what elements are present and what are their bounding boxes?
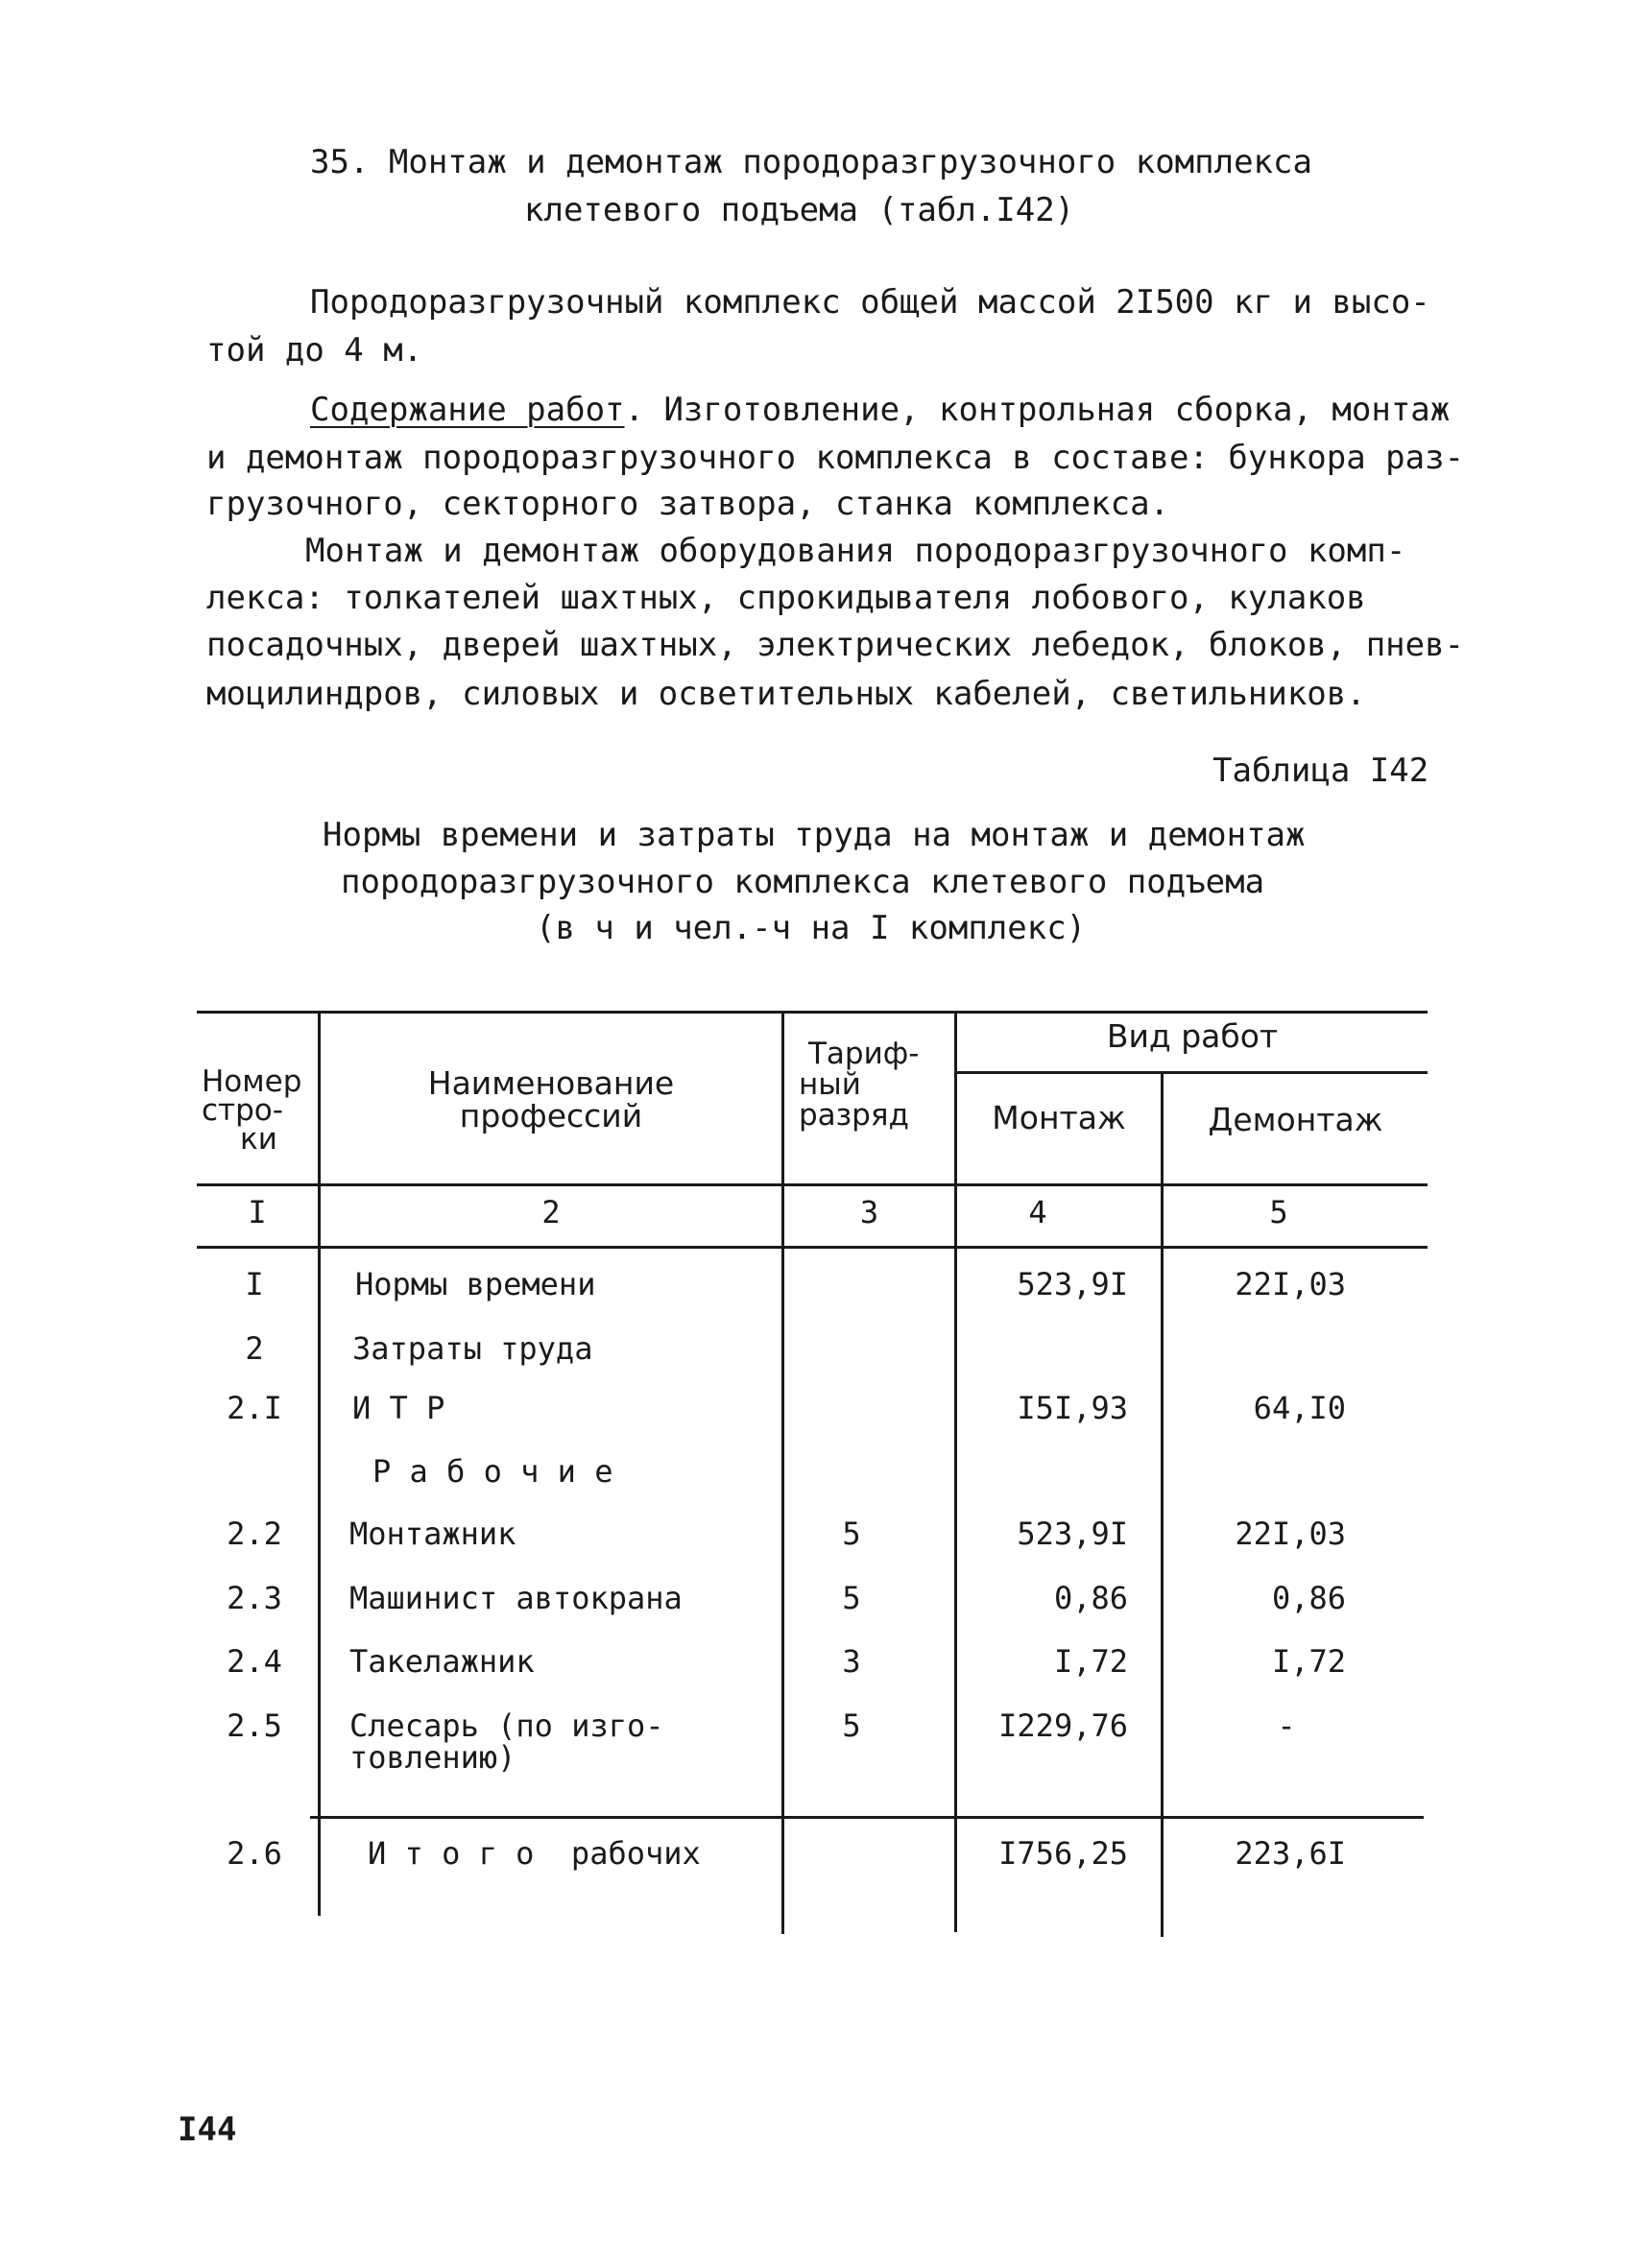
row-mount: I756,25 (998, 1835, 1128, 1872)
row-mount: 0,86 (1053, 1580, 1128, 1616)
row-grade: 5 (842, 1580, 861, 1616)
row-mount: I229,76 (998, 1707, 1128, 1744)
content-line1 (310, 391, 1451, 429)
content-line7: моцилиндров, силовых и осветительных кабелей, светильников. (206, 675, 1366, 713)
row-num: I (245, 1266, 264, 1302)
content-line2: и демонтаж породоразгрузочного комплекса в составе: бункора раз- (206, 439, 1465, 477)
table-title-line3: (в ч и чел.-ч на I комплекс) (536, 909, 1087, 947)
row-num: 2.3 (227, 1580, 282, 1616)
colnum-2: 2 (541, 1194, 561, 1230)
row-grade: 5 (842, 1516, 861, 1552)
row-dismount: - (1277, 1707, 1296, 1744)
colnum-1: I (248, 1194, 267, 1230)
header-grade: Тариф- ный разряд (799, 1037, 920, 1133)
header-bottom-rule (197, 1183, 1428, 1186)
colnum-5: 5 (1269, 1194, 1288, 1230)
row-grade: 3 (842, 1643, 861, 1680)
row-name: Слесарь (по изго- (349, 1707, 664, 1744)
row-mount: I,72 (1053, 1643, 1128, 1680)
header-mount: Монтаж (992, 1099, 1126, 1136)
row-num: 2.4 (227, 1643, 282, 1680)
row-mount: 523,9I (1017, 1266, 1128, 1302)
row-dismount: I,72 (1271, 1643, 1346, 1680)
row-dismount: 223,6I (1235, 1835, 1346, 1872)
header-name: Наименование профессий (427, 1064, 675, 1134)
row-num: 2.5 (227, 1707, 282, 1744)
row-dismount: 0,86 (1271, 1580, 1346, 1616)
table-top-rule (197, 1011, 1428, 1014)
col-divider-2 (781, 1011, 784, 1934)
page-number: I44 (178, 2111, 237, 2149)
row-name: Такелажник (349, 1643, 535, 1680)
content-line4: Монтаж и демонтаж оборудования породоразгрузочного комп- (305, 532, 1406, 570)
row-name: Машинист автокрана (349, 1580, 683, 1616)
colnum-bottom-rule (197, 1246, 1428, 1249)
row-mount: 523,9I (1017, 1516, 1128, 1552)
row-grade: 5 (842, 1707, 861, 1744)
row-dismount: 64,I0 (1253, 1390, 1346, 1426)
description-line1: Породоразгрузочный комплекс общей массой 2I500 кг и высо- (310, 283, 1430, 322)
work-type-rule (957, 1071, 1428, 1074)
header-num: Номер стро- ки (202, 1064, 302, 1157)
header-work-type: Вид работ (1106, 1017, 1279, 1055)
content-label: Содержание работ (310, 391, 625, 429)
row-num: 2.6 (227, 1835, 282, 1872)
section-title-line1: 35. Монтаж и демонтаж породоразгрузочного комплекса (310, 143, 1312, 181)
row-name: Затраты труда (352, 1330, 593, 1367)
row-dismount: 22I,03 (1235, 1266, 1346, 1302)
col-divider-3 (954, 1011, 957, 1932)
content-line6: посадочных, дверей шахтных, электрических лебедок, блоков, пнев- (206, 626, 1465, 664)
row-name: И т о г о рабочих (368, 1835, 701, 1872)
row-dismount: 22I,03 (1235, 1516, 1346, 1552)
row-name: И Т Р (352, 1390, 445, 1426)
section-title-line2: клетевого подъема (табл.I42) (524, 191, 1075, 229)
colnum-3: 3 (859, 1194, 879, 1230)
content-line3: грузочного, секторного затвора, станка комплекса. (206, 485, 1170, 523)
description-line2: той до 4 м. (206, 331, 423, 370)
row-num: 2.2 (227, 1516, 282, 1552)
table-label: Таблица I42 (1212, 752, 1429, 790)
row-name: Монтажник (349, 1516, 516, 1552)
total-rule (310, 1816, 1424, 1819)
header-dismount: Демонтаж (1208, 1101, 1383, 1138)
row-mount: I5I,93 (1017, 1390, 1128, 1426)
row-name: Р а б о ч и е (372, 1453, 613, 1490)
table-title-line2: породоразгрузочного комплекса клетевого подъема (341, 863, 1265, 901)
row-name: Нормы времени (355, 1266, 596, 1302)
row-num: 2.I (227, 1390, 282, 1426)
colnum-4: 4 (1028, 1194, 1047, 1230)
content-line1-rest: . Изготовление, контрольная сборка, монтаж (624, 391, 1451, 429)
row-num: 2 (245, 1330, 264, 1367)
row-name-cont: товлению) (349, 1739, 516, 1776)
col-divider-1 (318, 1011, 321, 1916)
table-title-line1: Нормы времени и затраты труда на монтаж и демонтаж (323, 816, 1306, 854)
content-line5: лекса: толкателей шахтных, спрокидывателя лобового, кулаков (206, 579, 1366, 617)
